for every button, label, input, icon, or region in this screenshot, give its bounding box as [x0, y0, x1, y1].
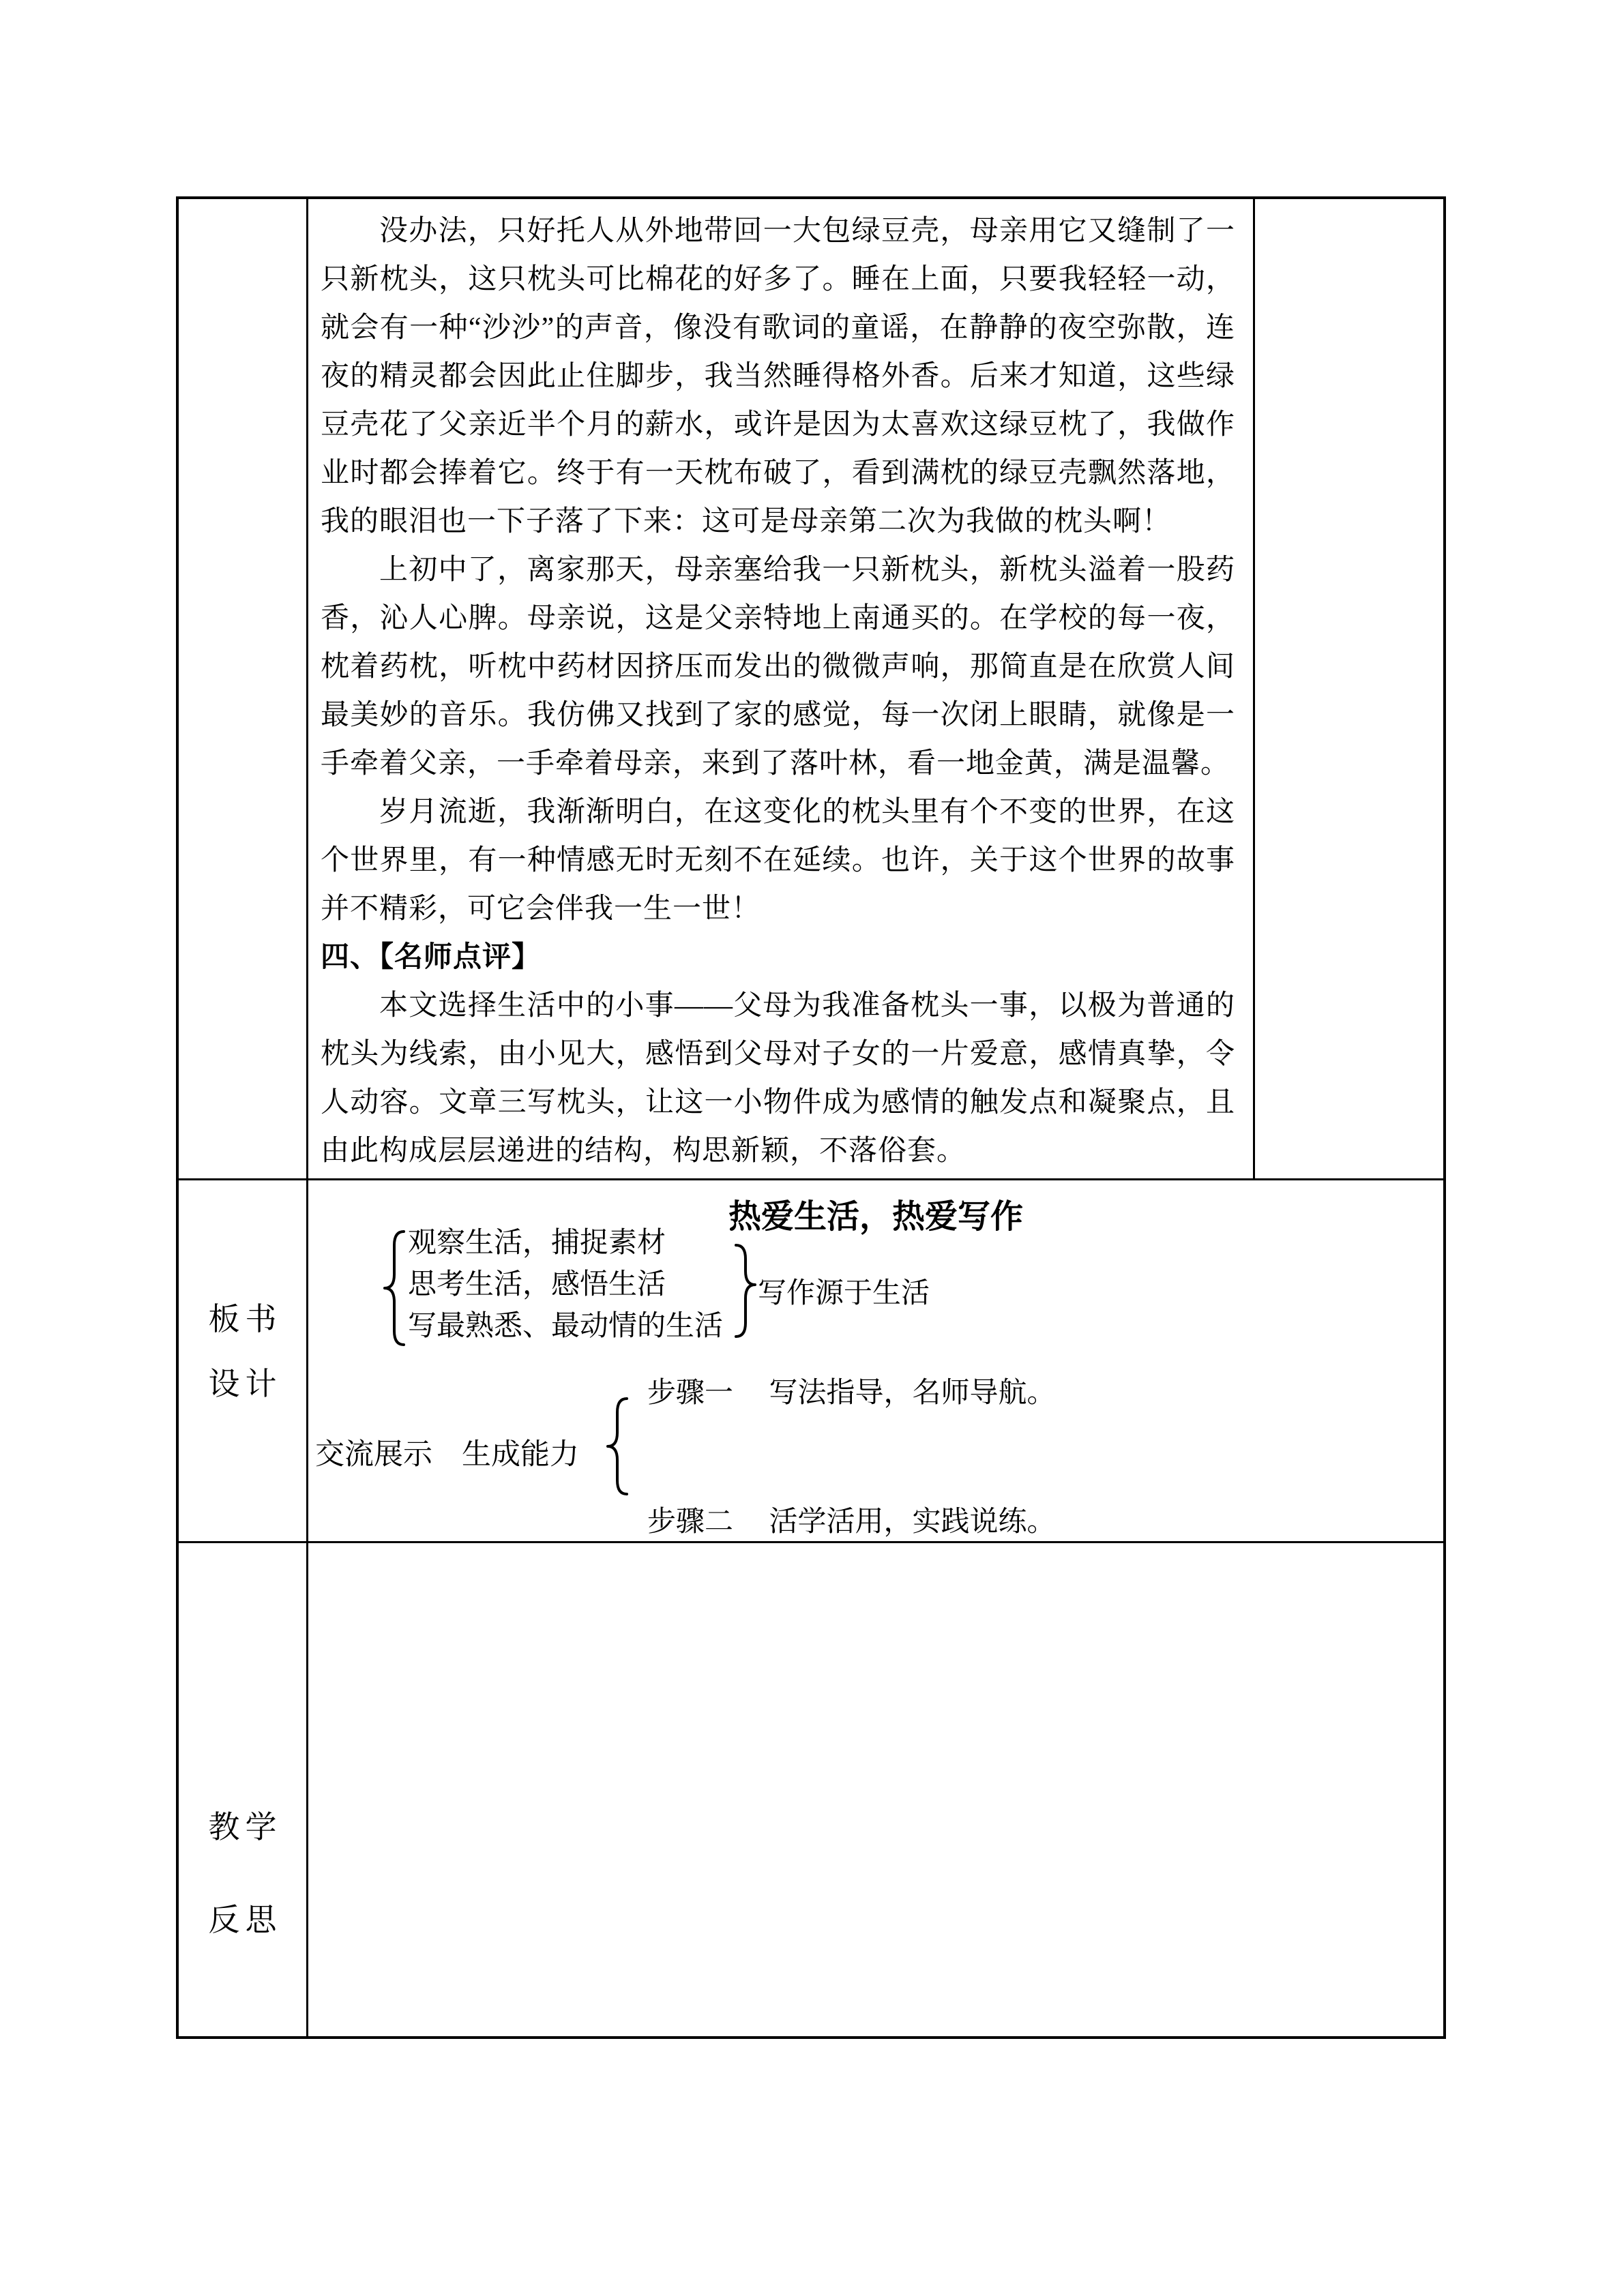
essay-paragraph-1: 没办法，只好托人从外地带回一大包绿豆壳，母亲用它又缝制了一只新枕头，这只枕头可比棉花的好多了。睡在上面，只要我轻轻一动，就会有一种“沙沙”的声音，像没有歌词的童谣，在静静的夜空弥散，连夜的精灵都会因此止住脚步，我当然睡得格外香。后来才知道，这些绿豆壳花了父亲近半个月的薪水，或许是因为太喜欢这绿豆枕了，我做作业时都会捧着它。终于有一天枕布破了，看到满枕的绿豆壳飘然落地，我的眼泪也一下子落了下来：这可是母亲第二次为我做的枕头啊！ — [321, 215, 1235, 537]
board-design-content — [308, 1180, 1443, 1541]
board-item-1: 观察生活，捕捉素材 — [408, 1227, 666, 1259]
board-title: 热爱生活，热爱写作 — [728, 1199, 1023, 1235]
reflection-label-line1: 教学 — [208, 1810, 282, 1845]
board-exchange-label: 交流展示 生成能力 — [315, 1439, 579, 1471]
board-design-row — [179, 1180, 1443, 1543]
board-label-line1: 板书 — [208, 1302, 282, 1337]
board-label-line2: 设计 — [208, 1367, 282, 1401]
board-step-2: 步骤二 活学活用，实践说练。 — [647, 1506, 1056, 1538]
right-brace-icon — [736, 1245, 755, 1337]
steps-brace-icon — [608, 1399, 627, 1494]
teaching-reflection-label — [179, 1543, 308, 2036]
essay-row-label-cell — [179, 199, 308, 1178]
board-design-label — [179, 1180, 308, 1541]
teaching-reflection-row — [179, 1543, 1443, 2036]
essay-row-right-cell — [1255, 199, 1443, 1178]
essay-row — [179, 199, 1443, 1180]
section-heading: 四、【名师点评】 — [321, 942, 542, 973]
essay-paragraph-2: 上初中了，离家那天，母亲塞给我一只新枕头，新枕头溢着一股药香，沁人心脾。母亲说，这是父亲特地上南通买的。在学校的每一夜，枕着药枕，听枕中药材因挤压而发出的微微声响，那简直是在欣赏人间最美妙的音乐。我仿佛又找到了家的感觉，每一次闭上眼睛，就像是一手牵着父亲，一手牵着母亲，来到了落叶林，看一地金黄，满是温馨。 — [321, 554, 1235, 779]
curly-brace-icons — [308, 1180, 1443, 1541]
essay-paragraph-3: 岁月流逝，我渐渐明白，在这变化的枕头里有个不变的世界，在这个世界里，有一种情感无时无刻不在延续。也许，关于这个世界的故事并不精彩，可它会伴我一生一世！ — [321, 796, 1235, 925]
board-conclusion: 写作源于生活 — [758, 1278, 930, 1309]
reflection-label-line2: 反思 — [208, 1903, 282, 1937]
essay-paragraph-4: 本文选择生活中的小事——父母为我准备枕头一事，以极为普通的枕头为线索，由小见大，感悟到父母对子女的一片爱意，感情真挚，令人动容。文章三写枕头，让这一小物件成为感情的触发点和凝聚点，且由此构成层层递进的结构，构思新颖，不落俗套。 — [321, 990, 1235, 1167]
board-step-1: 步骤一 写法指导，名师导航。 — [647, 1377, 1056, 1409]
board-item-3: 写最熟悉、最动情的生活 — [408, 1311, 724, 1342]
essay-text-cell — [308, 199, 1255, 1178]
reflection-content-cell — [308, 1543, 1443, 2036]
board-item-2: 思考生活，感悟生活 — [408, 1269, 666, 1300]
lesson-plan-table — [176, 196, 1446, 2039]
left-brace-icon — [385, 1232, 404, 1345]
